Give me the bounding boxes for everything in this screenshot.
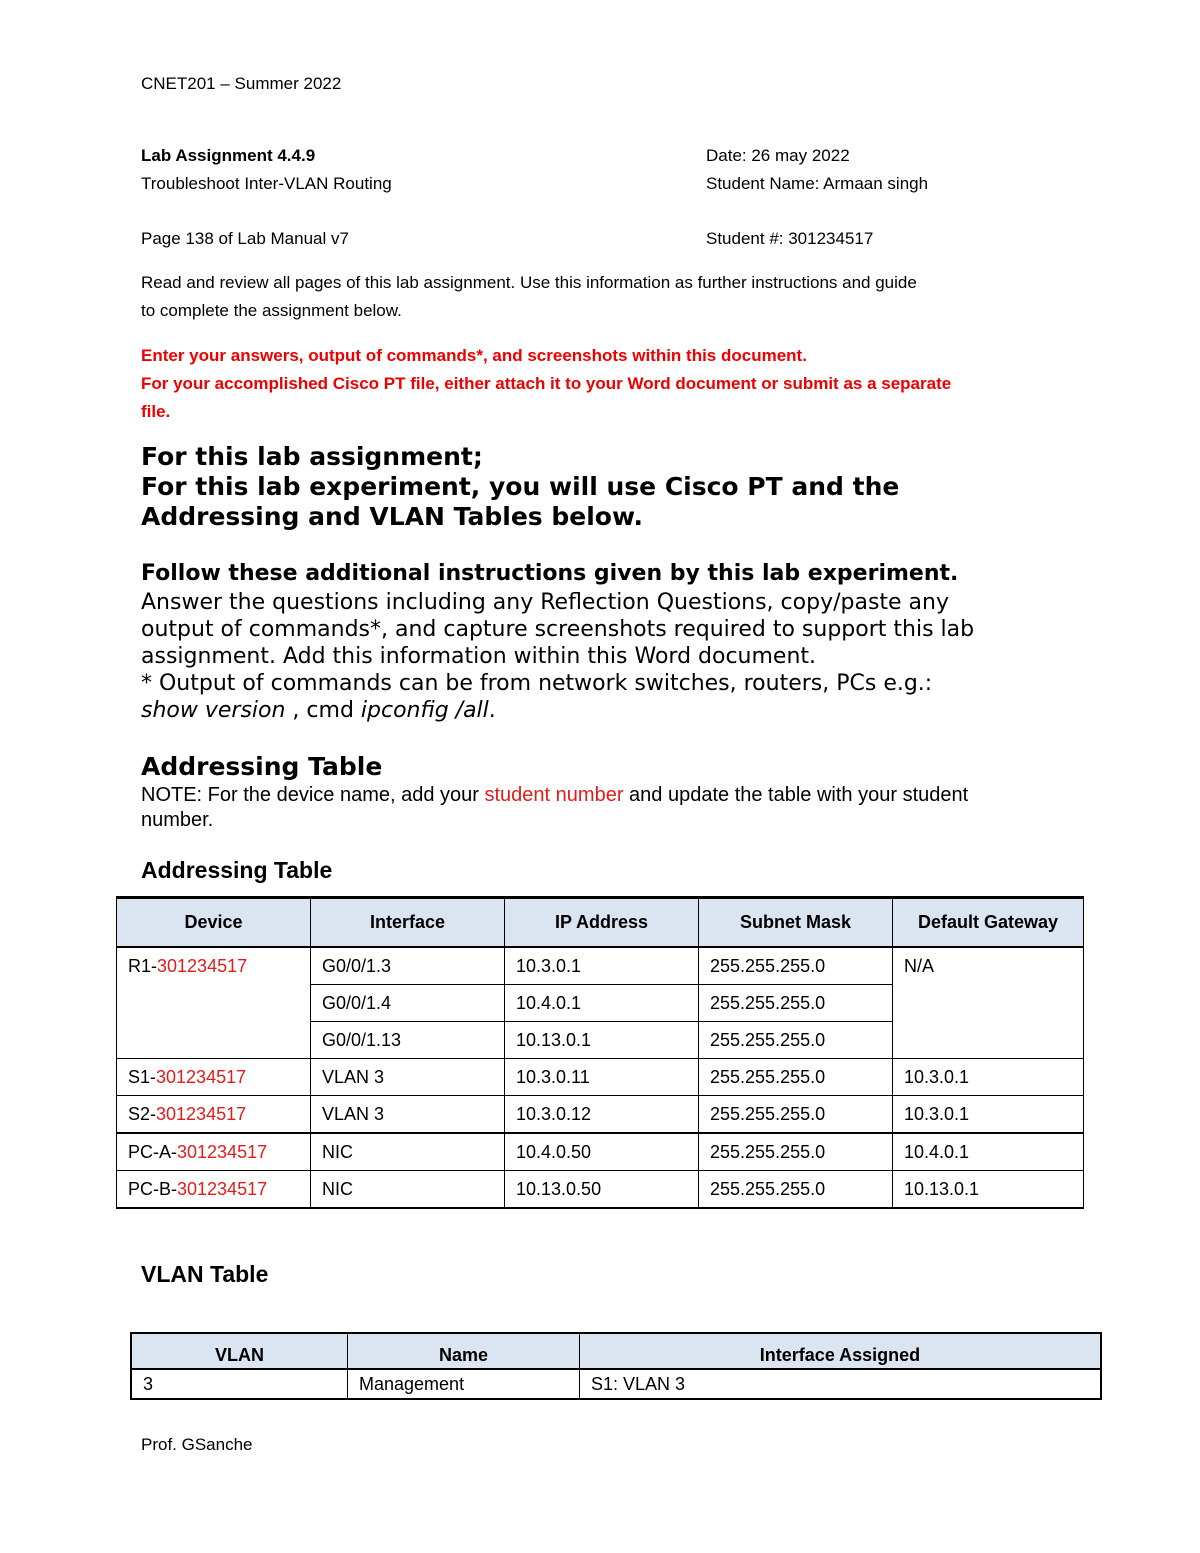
table-row bbox=[117, 1133, 1084, 1171]
command-ipconfig: ipconfig /all bbox=[360, 698, 489, 723]
device-prefix: PC-B- bbox=[128, 1178, 177, 1199]
instructions-line-1: Answer the questions including any Reflection Questions, copy/paste any bbox=[141, 590, 950, 615]
red-note-line-2: For your accomplished Cisco PT file, either attach it to your Word document or submit as a separate bbox=[141, 374, 952, 393]
mask-cell: 255.255.255.0 bbox=[699, 1096, 893, 1134]
vlan-table-header-row bbox=[131, 1333, 1101, 1369]
student-number-field: Student #: 301234517 bbox=[706, 229, 874, 248]
gateway-cell: N/A bbox=[893, 947, 1084, 1059]
device-prefix: R1- bbox=[128, 956, 158, 976]
table-row bbox=[117, 1171, 1084, 1209]
mask-cell: 255.255.255.0 bbox=[699, 947, 893, 985]
ip-cell: 10.13.0.1 bbox=[505, 1022, 699, 1059]
mask-cell: 255.255.255.0 bbox=[699, 1022, 893, 1059]
red-note-line-3: file. bbox=[141, 402, 171, 421]
ip-cell: 10.3.0.11 bbox=[505, 1059, 699, 1096]
note-suffix: and update the table with your student bbox=[623, 784, 969, 806]
addressing-table-header-row bbox=[117, 898, 1084, 948]
course-header: CNET201 – Summer 2022 bbox=[141, 74, 342, 93]
instructions-line-5 bbox=[141, 697, 496, 724]
note-highlight: student number bbox=[484, 784, 624, 806]
gateway-cell: 10.3.0.1 bbox=[893, 1059, 1084, 1096]
interface-cell: NIC bbox=[311, 1133, 505, 1171]
table-row bbox=[117, 1096, 1084, 1134]
ip-cell: 10.3.0.1 bbox=[505, 947, 699, 985]
interface-cell: G0/0/1.4 bbox=[311, 985, 505, 1022]
device-student-id: 301234517 bbox=[177, 1178, 268, 1199]
instructions-line-3: assignment. Add this information within this Word document. bbox=[141, 644, 817, 669]
instructions-end-text: . bbox=[488, 698, 496, 723]
vlan-name-cell: Management bbox=[348, 1369, 580, 1399]
lab-subtitle: Troubleshoot Inter-VLAN Routing bbox=[141, 174, 392, 193]
lab-title: Lab Assignment 4.4.9 bbox=[141, 146, 316, 165]
interface-cell: G0/0/1.3 bbox=[311, 947, 505, 985]
ip-cell: 10.4.0.1 bbox=[505, 985, 699, 1022]
interface-cell: G0/0/1.13 bbox=[311, 1022, 505, 1059]
instructions-line-4: * Output of commands can be from network switches, routers, PCs e.g.: bbox=[141, 671, 933, 696]
heading-line-3: Addressing and VLAN Tables below. bbox=[141, 502, 643, 531]
student-name-field: Student Name: Armaan singh bbox=[706, 174, 929, 193]
device-cell bbox=[117, 947, 311, 1059]
device-cell bbox=[117, 1096, 311, 1134]
device-student-id: 301234517 bbox=[157, 956, 248, 976]
device-student-id: 301234517 bbox=[156, 1103, 247, 1124]
header-interface: Interface bbox=[311, 898, 505, 948]
intro-line-1: Read and review all pages of this lab assignment. Use this information as further instructions and guide bbox=[141, 273, 917, 292]
page-reference: Page 138 of Lab Manual v7 bbox=[141, 229, 349, 248]
device-cell bbox=[117, 1059, 311, 1096]
gateway-cell: 10.13.0.1 bbox=[893, 1171, 1084, 1209]
command-show-version: show version bbox=[141, 698, 286, 723]
addressing-section-title: Addressing Table bbox=[141, 752, 383, 781]
interface-cell: NIC bbox=[311, 1171, 505, 1209]
device-prefix: S1- bbox=[128, 1066, 157, 1087]
vlan-id-cell: 3 bbox=[131, 1369, 348, 1399]
mask-cell: 255.255.255.0 bbox=[699, 1059, 893, 1096]
gateway-cell: 10.3.0.1 bbox=[893, 1096, 1084, 1134]
mask-cell: 255.255.255.0 bbox=[699, 1171, 893, 1209]
header-default-gateway: Default Gateway bbox=[893, 898, 1084, 948]
device-student-id: 301234517 bbox=[177, 1141, 268, 1162]
ip-cell: 10.3.0.12 bbox=[505, 1096, 699, 1134]
addressing-table-title: Addressing Table bbox=[141, 857, 333, 883]
vlan-table bbox=[130, 1332, 1102, 1400]
addressing-table bbox=[116, 896, 1084, 1209]
heading-line-2: For this lab experiment, you will use Cisco PT and the bbox=[141, 472, 900, 501]
date-field: Date: 26 may 2022 bbox=[706, 146, 850, 165]
table-row bbox=[117, 1059, 1084, 1096]
table-row bbox=[131, 1369, 1101, 1399]
interface-cell: VLAN 3 bbox=[311, 1096, 505, 1134]
professor-footer: Prof. GSanche bbox=[141, 1435, 253, 1454]
addressing-note-line-2: number. bbox=[141, 809, 214, 831]
ip-cell: 10.4.0.50 bbox=[505, 1133, 699, 1171]
table-row bbox=[117, 947, 1084, 985]
mask-cell: 255.255.255.0 bbox=[699, 985, 893, 1022]
instructions-line-2: output of commands*, and capture screenshots required to support this lab bbox=[141, 617, 975, 642]
intro-line-2: to complete the assignment below. bbox=[141, 301, 402, 320]
header-vlan: VLAN bbox=[131, 1333, 348, 1369]
instructions-title: Follow these additional instructions given by this lab experiment. bbox=[141, 561, 959, 586]
addressing-note bbox=[141, 784, 968, 807]
heading-line-1: For this lab assignment; bbox=[141, 442, 483, 471]
header-name: Name bbox=[348, 1333, 580, 1369]
note-prefix: NOTE: For the device name, add your bbox=[141, 784, 485, 806]
device-student-id: 301234517 bbox=[156, 1066, 247, 1087]
vlan-section-title: VLAN Table bbox=[141, 1261, 269, 1287]
interface-cell: VLAN 3 bbox=[311, 1059, 505, 1096]
device-prefix: S2- bbox=[128, 1103, 157, 1124]
header-device: Device bbox=[117, 898, 311, 948]
gateway-cell: 10.4.0.1 bbox=[893, 1133, 1084, 1171]
header-subnet-mask: Subnet Mask bbox=[699, 898, 893, 948]
ip-cell: 10.13.0.50 bbox=[505, 1171, 699, 1209]
header-interface-assigned: Interface Assigned bbox=[580, 1333, 1102, 1369]
instructions-mid-text: , cmd bbox=[285, 698, 361, 723]
vlan-interface-cell: S1: VLAN 3 bbox=[580, 1369, 1102, 1399]
device-cell bbox=[117, 1171, 311, 1209]
header-ip-address: IP Address bbox=[505, 898, 699, 948]
red-note-line-1: Enter your answers, output of commands*, and screenshots within this document. bbox=[141, 346, 807, 365]
device-prefix: PC-A- bbox=[128, 1141, 177, 1162]
device-cell bbox=[117, 1133, 311, 1171]
mask-cell: 255.255.255.0 bbox=[699, 1133, 893, 1171]
